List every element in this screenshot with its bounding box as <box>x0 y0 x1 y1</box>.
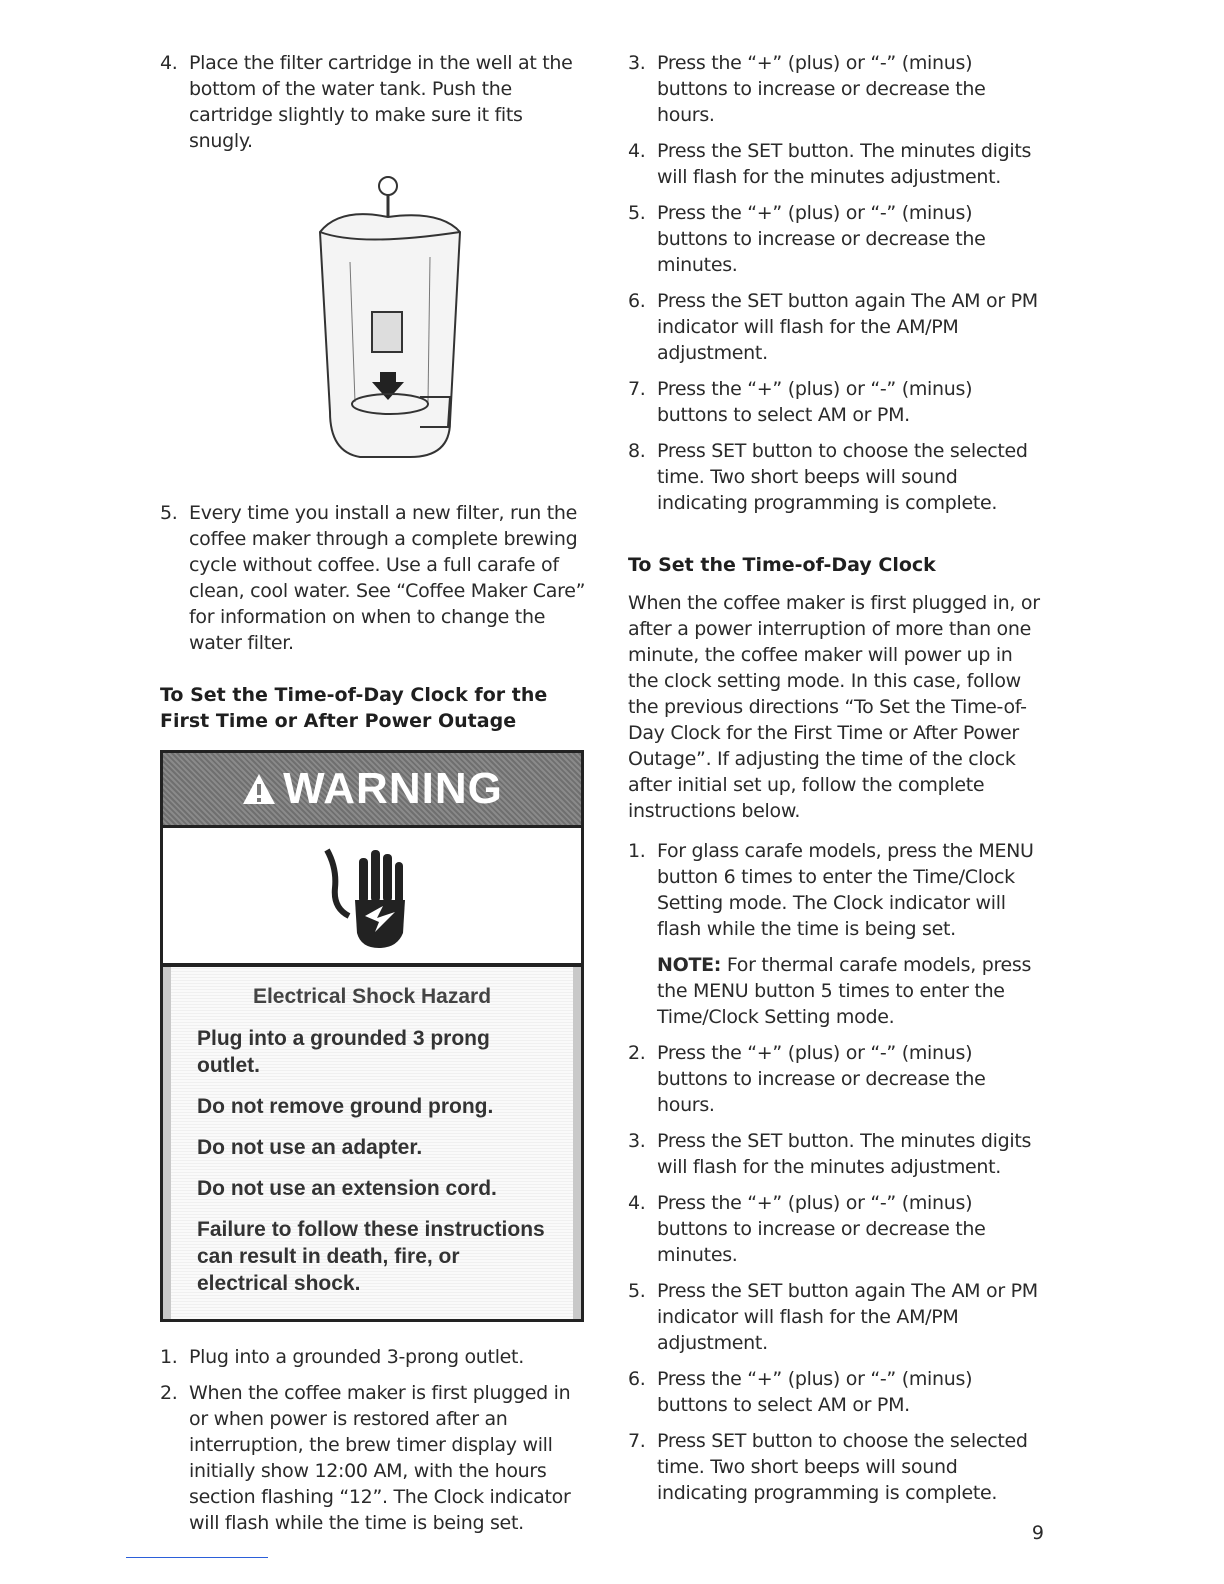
warning-title: WARNING <box>283 764 503 813</box>
step-4-minutes: 4. Press the “+” (plus) or “-” (minus) buttons to increase or decrease the minutes. <box>628 1192 986 1266</box>
thermal-note <box>628 952 1048 1030</box>
step-text: Press the SET button again The AM or PM indicator will flash for the AM/PM adjustment. <box>657 1280 1038 1354</box>
step-text: Press the “+” (plus) or “-” (minus) buttons to increase or decrease the minutes. <box>657 202 986 276</box>
step-text: Press the SET button. The minutes digits will flash for the minutes adjustment. <box>657 140 1032 188</box>
step-text: Place the filter cartridge in the well at the bottom of the water tank. Push the cartridge slightly to make sure it fits snugly. <box>189 52 573 152</box>
section-heading-first-time: To Set the Time-of-Day Clock for the First Time or After Power Outage <box>160 684 548 732</box>
note-label: NOTE: <box>657 954 722 976</box>
step-5-new-filter: 5. Every time you install a new filter, run the coffee maker through a complete brewing cycle without coffee. Use a full carafe of clean, cool water. See “Coffee Maker Care” for information on when to change the water filter. <box>160 502 586 654</box>
warning-line: Do not use an adapter. <box>197 1136 423 1159</box>
shock-hand-icon <box>317 838 427 953</box>
step-text: Press the “+” (plus) or “-” (minus) buttons to select AM or PM. <box>657 378 973 426</box>
step-1-plug: 1. Plug into a grounded 3-prong outlet. <box>160 1346 524 1368</box>
warning-subtitle: Electrical Shock Hazard <box>252 985 492 1008</box>
warning-line: Do not use an extension cord. <box>197 1177 497 1200</box>
step-text: Plug into a grounded 3-prong outlet. <box>189 1346 524 1368</box>
step-3-hours: 3. Press the “+” (plus) or “-” (minus) buttons to increase or decrease the hours. <box>628 52 986 126</box>
footer-rule <box>126 1557 268 1558</box>
step-8-confirm: 8. Press SET button to choose the selected time. Two short beeps will sound indicating programming is complete. <box>628 440 1028 514</box>
warning-box <box>160 750 584 1322</box>
warning-header <box>163 753 581 828</box>
step-3-set-minutes: 3. Press the SET button. The minutes digits will flash for the minutes adjustment. <box>628 1130 1032 1178</box>
clock-intro: When the coffee maker is first plugged in, or after a power interruption of more than one minute, the coffee maker will power up in the clock setting mode. In this case, follow the previous directions “To Set the Time-of-Day Clock for the First Time or After Power Outage”. If adjusting the time of the clock after initial set up, follow the complete instructions below. <box>628 592 1040 822</box>
step-text: For glass carafe models, press the MENU button 6 times to enter the Time/Clock Setting mode. The Clock indicator will flash while the time is being set. <box>657 840 1034 940</box>
step-text: Press the “+” (plus) or “-” (minus) buttons to select AM or PM. <box>657 1368 973 1416</box>
filter-cartridge-illustration <box>300 172 480 472</box>
left-column <box>160 50 590 1546</box>
note-text: For thermal carafe models, press the MENU button 5 times to enter the Time/Clock Setting mode. <box>657 954 1032 1028</box>
warning-pictogram <box>163 828 581 967</box>
step-text: Press the “+” (plus) or “-” (minus) buttons to increase or decrease the hours. <box>657 1042 986 1116</box>
step-text: Press SET button to choose the selected time. Two short beeps will sound indicating programming is complete. <box>657 1430 1028 1504</box>
step-7-select-ampm: 7. Press the “+” (plus) or “-” (minus) buttons to select AM or PM. <box>628 378 973 426</box>
step-6-ampm: 6. Press the SET button again The AM or PM indicator will flash for the AM/PM adjustment. <box>628 290 1038 364</box>
section-heading-clock: To Set the Time-of-Day Clock <box>628 554 936 576</box>
warning-triangle-icon <box>241 771 277 807</box>
warning-line: Do not remove ground prong. <box>197 1095 494 1118</box>
step-text: Every time you install a new filter, run the coffee maker through a complete brewing cycle without coffee. Use a full carafe of clean, cool water. See “Coffee Maker Care” for information on when to change the water filter. <box>189 502 586 654</box>
step-4-filter: 4. Place the filter cartridge in the well at the bottom of the water tank. Push the cartridge slightly to make sure it fits snugly. <box>160 52 573 152</box>
step-5-minutes: 5. Press the “+” (plus) or “-” (minus) buttons to increase or decrease the minutes. <box>628 202 986 276</box>
step-2-hours: 2. Press the “+” (plus) or “-” (minus) buttons to increase or decrease the hours. <box>628 1042 986 1116</box>
step-5-ampm: 5. Press the SET button again The AM or PM indicator will flash for the AM/PM adjustment. <box>628 1280 1038 1354</box>
right-column <box>628 50 1048 1516</box>
step-7-confirm: 7. Press SET button to choose the selected time. Two short beeps will sound indicating programming is complete. <box>628 1430 1028 1504</box>
step-6-select-ampm: 6. Press the “+” (plus) or “-” (minus) buttons to select AM or PM. <box>628 1368 973 1416</box>
step-text: Press the SET button. The minutes digits will flash for the minutes adjustment. <box>657 1130 1032 1178</box>
step-1-menu: 1. For glass carafe models, press the MENU button 6 times to enter the Time/Clock Setting mode. The Clock indicator will flash while the time is being set. <box>628 840 1034 940</box>
warning-line: Plug into a grounded 3 prong outlet. <box>197 1027 490 1077</box>
step-text: Press the SET button again The AM or PM indicator will flash for the AM/PM adjustment. <box>657 290 1038 364</box>
page-number: 9 <box>1031 1522 1044 1544</box>
step-2-initial-display: 2. When the coffee maker is first plugged in or when power is restored after an interruption, the brew timer display will initially show 12:00 AM, with the hours section flashing “12”. The Clock indicator will flash while the time is being set. <box>160 1382 571 1534</box>
step-text: Press the “+” (plus) or “-” (minus) buttons to increase or decrease the hours. <box>657 52 986 126</box>
warning-body <box>163 967 581 1319</box>
step-text: Press SET button to choose the selected time. Two short beeps will sound indicating programming is complete. <box>657 440 1028 514</box>
step-text: Press the “+” (plus) or “-” (minus) buttons to increase or decrease the minutes. <box>657 1192 986 1266</box>
step-4-set-minutes: 4. Press the SET button. The minutes digits will flash for the minutes adjustment. <box>628 140 1032 188</box>
step-text: When the coffee maker is first plugged in or when power is restored after an interruption, the brew timer display will initially show 12:00 AM, with the hours section flashing “12”. The Clock indicator will flash while the time is being set. <box>189 1382 571 1534</box>
warning-line: Failure to follow these instructions can result in death, fire, or electrical shock. <box>197 1218 545 1295</box>
